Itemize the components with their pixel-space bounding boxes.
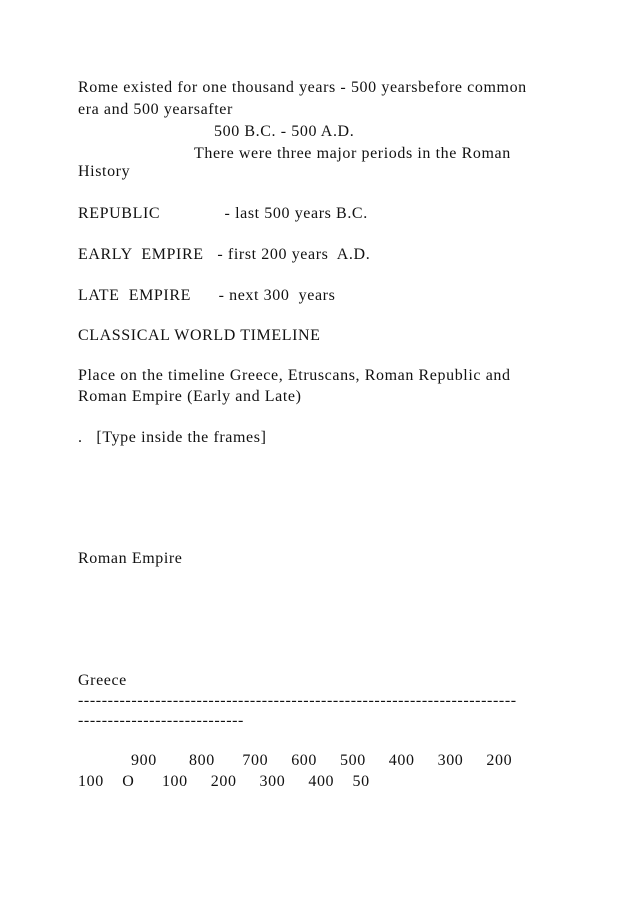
- timeline-years-1: 900 800 700 600 500 400 300 200: [131, 752, 513, 769]
- date-range: 500 B.C. - 500 A.D.: [214, 123, 355, 140]
- period-late-empire: LATE EMPIRE - next 300 years: [78, 287, 336, 304]
- intro-line-5: History: [78, 163, 131, 180]
- instructions-line-2: Roman Empire (Early and Late): [78, 388, 302, 405]
- frame-note: . [Type inside the frames]: [78, 429, 267, 446]
- timeline-rule-2: ----------------------------: [78, 712, 244, 729]
- intro-line-4: There were three major periods in the Roman: [194, 145, 511, 162]
- timeline-rule-1: --------------------------------------------------------------------------: [78, 692, 517, 709]
- timeline-heading: CLASSICAL WORLD TIMELINE: [78, 327, 321, 344]
- period-republic: REPUBLIC - last 500 years B.C.: [78, 205, 368, 222]
- intro-line-2: era and 500 yearsafter: [78, 101, 233, 118]
- instructions-line-1: Place on the timeline Greece, Etruscans, Roman Republic and: [78, 367, 511, 384]
- period-early-empire: EARLY EMPIRE - first 200 years A.D.: [78, 246, 371, 263]
- label-roman-empire: Roman Empire: [78, 550, 183, 567]
- label-greece: Greece: [78, 672, 127, 689]
- timeline-years-2: 100 O 100 200 300 400 50: [78, 773, 370, 790]
- intro-line-1: Rome existed for one thousand years - 500 yearsbefore common: [78, 79, 527, 96]
